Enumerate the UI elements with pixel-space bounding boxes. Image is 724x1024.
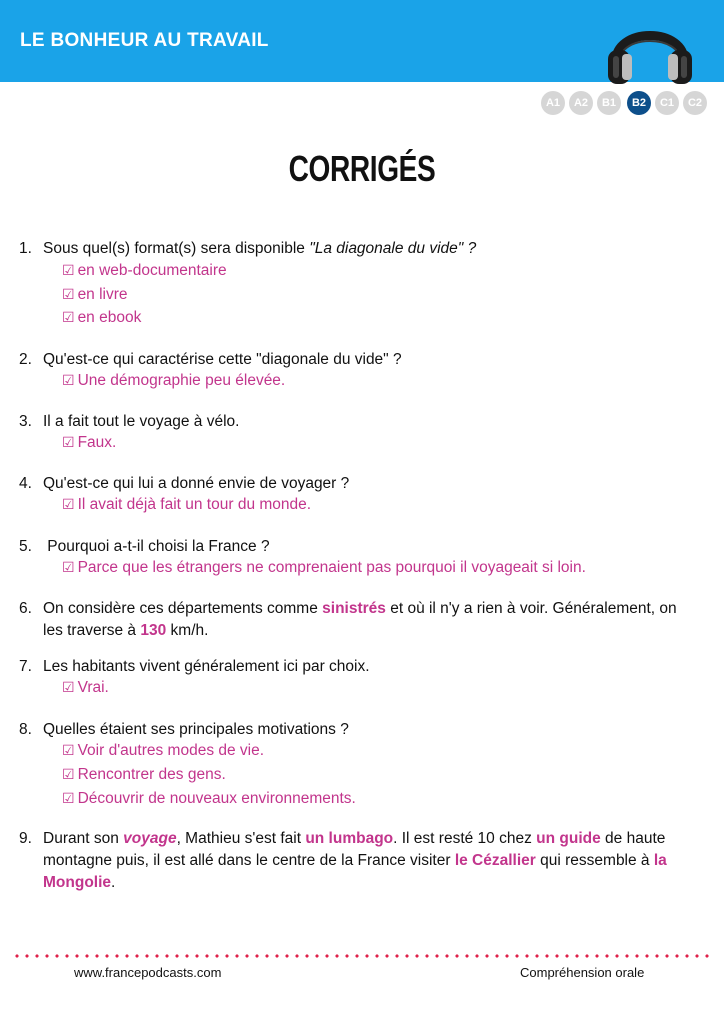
checkbox-icon: ☑ [62,434,75,450]
question-text: Il a fait tout le voyage à vélo. [43,413,240,430]
level-badge-c1: C1 [655,91,679,115]
answer-item [62,434,116,452]
level-badge-b1: B1 [597,91,621,115]
answer-item [62,766,226,784]
answer-item [62,286,128,304]
level-badge-b2: B2 [627,91,651,115]
header-bar [0,0,724,82]
answer-item [62,559,586,577]
checkbox-icon: ☑ [62,496,75,512]
question-number: 1. [19,240,32,257]
answer-item [62,262,227,280]
question-number: 4. [19,475,32,492]
question-text: Qu'est-ce qui lui a donné envie de voyager ? [43,475,350,492]
question-text: Sous quel(s) format(s) sera disponible [43,240,310,257]
level-badge-c2: C2 [683,91,707,115]
question-text: Quelles étaient ses principales motivations ? [43,721,349,738]
answer-item [62,372,285,390]
headphones-icon [604,6,696,86]
checkbox-icon: ☑ [62,766,75,782]
answer-item [62,742,264,760]
checkbox-icon: ☑ [62,742,75,758]
question-text: Les habitants vivent généralement ici par choix. [43,658,370,675]
question-text: Qu'est-ce qui caractérise cette "diagonale du vide" ? [43,351,402,368]
question-1 [19,238,689,260]
footer-website: www.francepodcasts.com [74,965,222,980]
checkbox-icon: ☑ [62,679,75,695]
answer-text: en ebook [77,309,142,326]
answer-text: Rencontrer des gens. [77,766,226,783]
question-3 [19,411,689,433]
answer-text: Vrai. [77,679,109,696]
answer-item [62,309,141,327]
question-text-italic: "La diagonale du vide" ? [309,240,477,257]
text-segment: On considère ces départements comme [43,600,323,617]
question-6 [19,598,689,642]
highlighted-answer: un lumbago [305,830,394,847]
answer-text: Il avait déjà fait un tour du monde. [77,496,312,513]
question-number: 5. [19,538,32,555]
question-4 [19,473,689,495]
text-segment: et où il n'y a rien à voir. Généralement, on les traverse à [43,600,677,639]
question-text: Pourquoi a-t-il choisi la France ? [43,538,270,555]
text-segment: de haute montagne puis, il est allé dans le centre de la France visiter [43,830,666,869]
text-segment: Durant son [43,830,124,847]
highlighted-answer: un guide [536,830,601,847]
answer-text: en web-documentaire [77,262,227,279]
question-9 [19,828,689,894]
answer-text: en livre [77,286,128,303]
level-badge-a1: A1 [541,91,565,115]
highlighted-answer: sinistrés [322,600,386,617]
highlighted-answer: le Cézallier [454,852,536,869]
text-segment: . [111,874,116,891]
dotted-divider [12,953,712,959]
checkbox-icon: ☑ [62,372,75,388]
answer-text: Découvrir de nouveaux environnements. [77,790,356,807]
page-title: CORRIGÉS [288,148,436,189]
highlighted-answer: 130 [140,622,167,639]
answer-item [62,790,356,808]
answer-text: Faux. [77,434,117,451]
level-badge-a2: A2 [569,91,593,115]
highlighted-answer: la Mongolie [43,852,667,891]
question-number: 6. [19,600,32,617]
question-number: 2. [19,351,32,368]
text-segment: km/h. [166,622,209,639]
question-number: 7. [19,658,32,675]
footer-label: Compréhension orale [520,965,645,980]
text-segment: . Il est resté 10 chez [393,830,537,847]
question-text [43,828,689,894]
checkbox-icon: ☑ [62,559,75,575]
question-2 [19,349,689,371]
header-title: LE BONHEUR AU TRAVAIL [20,30,269,51]
text-segment: qui ressemble à [535,852,654,869]
answer-text: Voir d'autres modes de vie. [77,742,265,759]
checkbox-icon: ☑ [62,790,75,806]
checkbox-icon: ☑ [62,262,75,278]
answer-text: Parce que les étrangers ne comprenaient pas pourquoi il voyageait si loin. [77,559,586,576]
question-7 [19,656,689,678]
question-number: 8. [19,721,32,738]
question-8 [19,719,689,741]
question-number: 3. [19,413,32,430]
text-segment: , Mathieu s'est fait [176,830,306,847]
checkbox-icon: ☑ [62,286,75,302]
answer-item [62,496,311,514]
highlighted-answer: voyage [123,830,177,847]
answer-item [62,679,109,697]
question-5 [19,536,689,558]
question-text [43,598,689,642]
question-number: 9. [19,830,32,847]
checkbox-icon: ☑ [62,309,75,325]
answer-text: Une démographie peu élevée. [77,372,286,389]
